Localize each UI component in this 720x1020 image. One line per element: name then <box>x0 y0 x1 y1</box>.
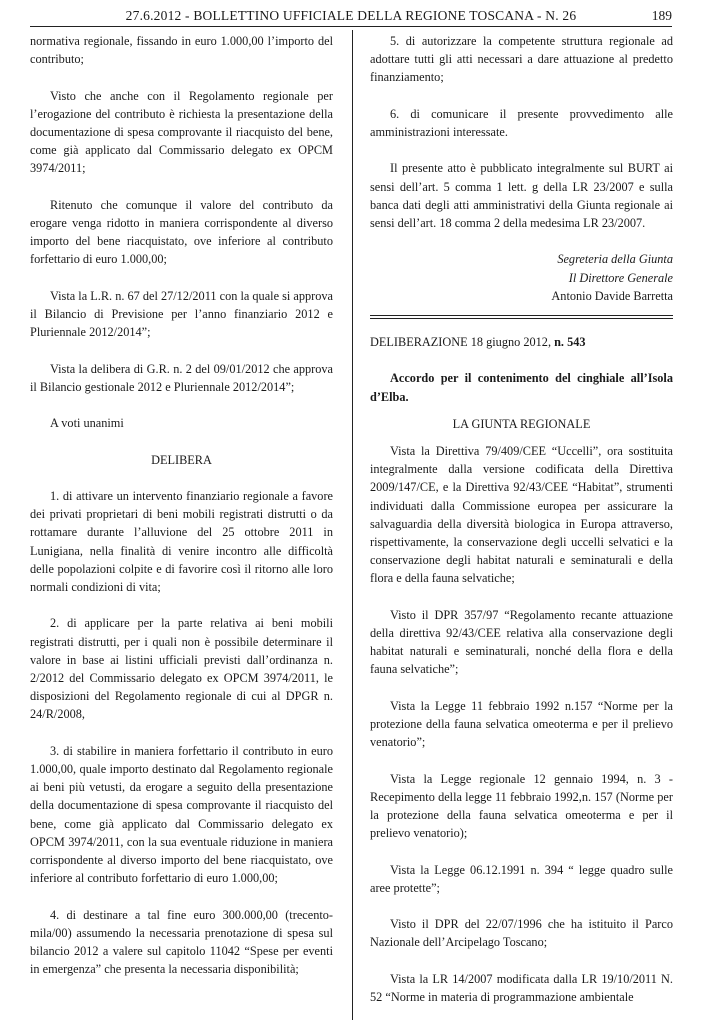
page-number: 189 <box>651 8 672 23</box>
bulletin-title: 27.6.2012 - BOLLETTINO UFFICIALE DELLA REGIONE TOSCANA - N. 26 <box>125 8 577 23</box>
paragraph: Vista la Legge 11 febbraio 1992 n.157 “Norme per la protezione della fauna selvatica omeoterma e per il prelievo venatorio”; <box>370 698 673 750</box>
paragraph: 6. di comunicare il presente provvedimento alle amministrazioni interessate. <box>370 106 673 139</box>
paragraph: 5. di autorizzare la competente struttura regionale ad adottare tutti gli atti necessari a dare attuazione al predetto finanziamento; <box>370 34 673 85</box>
signature-role: Il Direttore Generale <box>568 270 673 285</box>
paragraph: Ritenuto che comunque il valore del contributo da erogare venga ridotto in maniera corrispondente al diverso importo del bene riacquistato, ove inferiore al contributo forfettario di euro 1.000,00; <box>30 197 333 267</box>
paragraph: Visto il DPR 357/97 “Regolamento recante attuazione della direttiva 92/43/CEE relativa alla conservazione degli habitat naturali e seminaturali, nonché della flora e della fauna selvatiche”; <box>370 607 673 677</box>
paragraph: 2. di applicare per la parte relativa ai beni mobili registrati distrutti, per i quali non è possibile determinare il valore in base ai listini ufficiali previsti dall’ordinanza n. 2/2012 del Commissario delegato ex OPCM 3974/2011, le disposizioni del Regolamento regionale di cui al DPGR n. 24/R/2008, <box>30 616 333 722</box>
deliberation-date: DELIBERAZIONE 18 giugno 2012, <box>370 335 555 349</box>
paragraph: Vista la Legge 06.12.1991 n. 394 “ legge quadro sulle aree protette”; <box>370 862 673 895</box>
deliberation-number: n. 543 <box>554 335 586 349</box>
paragraph: Il presente atto è pubblicato integralmente sul BURT ai sensi dell’art. 5 comma 1 lett. g della LR 23/2007 e sulla banca dati degli atti amministrativi della Giunta regionale ai sensi dell’art. 18 comma 2 della medesima LR 23/2007. <box>370 161 673 230</box>
paragraph: Vista la Direttiva 79/409/CEE “Uccelli”, ora sostituita integralmente dalla versione codificata della Direttiva 2009/147/CE, e la Direttiva 92/43/CEE “Habitat”, strumenti individuati dalla Commissione europea per assicurare la salvaguardia della diversità biologica in Europa attraverso, rispettivamente, la conservazione degli uccelli selvatici e la conservazione degli habitat naturali e seminaturali e della flora e della fauna selvatiche; <box>370 444 673 586</box>
left-column <box>30 32 333 978</box>
paragraph: 4. di destinare a tal fine euro 300.000,00 (trecento-mila/00) assumendo la necessaria prenotazione di spesa sul bilancio 2012 a valere sul capitolo 11042 “Spese per eventi in emergenza” che presenta la necessaria disponibilità; <box>30 907 333 977</box>
giunta-heading: LA GIUNTA REGIONALE <box>452 416 591 431</box>
page-header <box>30 6 672 27</box>
section-separator <box>370 315 673 319</box>
deliberation-heading <box>370 333 673 351</box>
paragraph: A voti unanimi <box>50 416 124 431</box>
paragraph: Visto il DPR del 22/07/1996 che ha istituito il Parco Nazionale dell’Arcipelago Toscano; <box>370 917 673 950</box>
signature-name: Antonio Davide Barretta <box>551 288 673 303</box>
paragraph: Vista la L.R. n. 67 del 27/12/2011 con la quale si approva il Bilancio di Previsione per l’anno finanziario 2012 e Pluriennale 2012/2014”; <box>30 288 333 340</box>
paragraph: Visto che anche con il Regolamento regionale per l’erogazione del contributo è richiesta la presentazione della documentazione di spesa comprovante il riacquisto del bene, come già applicato dal Commissario delegato ex OPCM 3974/2011; <box>30 88 333 176</box>
paragraph: Vista la Legge regionale 12 gennaio 1994, n. 3 - Recepimento della legge 11 febbraio 1992,n. 157 (Norme per la protezione della fauna selvatica omeoterma e per il prelievo venatorio); <box>370 771 673 841</box>
delibera-heading: DELIBERA <box>151 452 212 467</box>
signature-office: Segreteria della Giunta <box>557 252 673 267</box>
right-column <box>370 32 673 1006</box>
paragraph: normativa regionale, fissando in euro 1.000,00 l’importo del contributo; <box>30 34 333 67</box>
deliberation-subject: Accordo per il contenimento del cinghiale all’Isola d’Elba. <box>370 371 673 404</box>
paragraph: Vista la delibera di G.R. n. 2 del 09/01/2012 che approva il Bilancio gestionale 2012 e Pluriennale 2012/2014”; <box>30 361 333 394</box>
paragraph: Vista la LR 14/2007 modificata dalla LR 19/10/2011 N. 52 “Norme in materia di programmazione ambientale <box>370 971 673 1004</box>
column-divider <box>352 30 353 1020</box>
paragraph: 3. di stabilire in maniera forfettario il contributo in euro 1.000,00, quale importo destinato dal Regolamento regionale ai beni più vetusti, da erogare a seguito della presentazione della documentazione di spesa comprovante il riacquisto del bene, come già applicato dal Commissario delegato ex OPCM 3974/2011, con la sua eventuale riduzione in maniera corrispondente al diverso importo del bene riacquistato, ove inferiore al contributo forfettario di euro 1.000,00; <box>30 743 333 886</box>
paragraph: 1. di attivare un intervento finanziario regionale a favore dei privati proprietari di beni mobili registrati distrutti o da rottamare durante l’alluvione del 25 ottobre 2011 in Lunigiana, nella finalità di venire incontro alle difficoltà delle popolazioni colpite e di favorire così il ritorno alle loro normali condizioni di vita; <box>30 488 333 594</box>
